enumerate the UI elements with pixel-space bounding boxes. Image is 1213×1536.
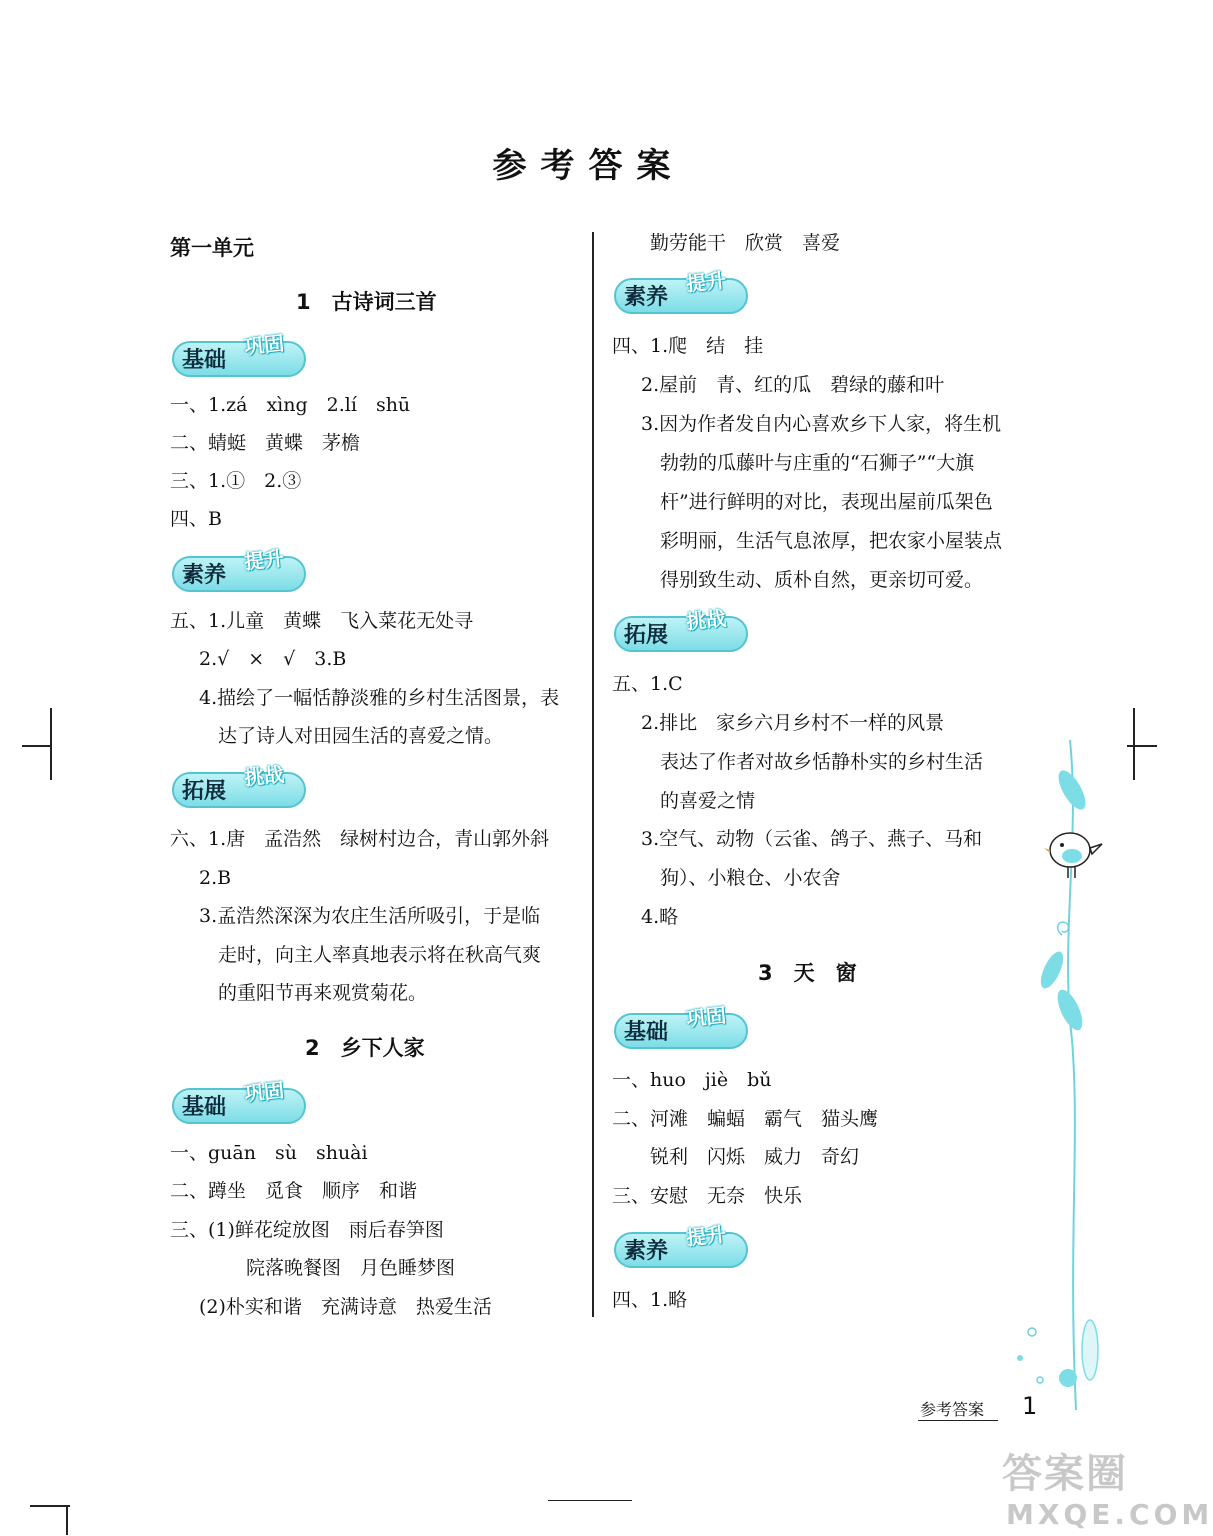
answer-line: 二、河滩 蝙蝠 霸气 猫头鹰 bbox=[612, 1108, 879, 1130]
answer-line: 锐利 闪烁 威力 奇幻 bbox=[612, 1146, 860, 1168]
badge-suyang-1 bbox=[172, 545, 312, 594]
answer-line: 彩明丽，生活气息浓厚，把农家小屋装点 bbox=[622, 530, 1003, 552]
answer-line: 4.描绘了一幅恬静淡雅的乡村生活图景，表 bbox=[180, 687, 560, 709]
badge-accent-text: 提升 bbox=[243, 545, 286, 575]
unit-heading: 第一单元 bbox=[170, 236, 254, 260]
badge-tuozhan-1 bbox=[172, 761, 312, 810]
badge-tuozhan-2 bbox=[614, 605, 754, 654]
badge-accent-text: 提升 bbox=[685, 1221, 728, 1251]
crop-mark-right-h bbox=[1127, 745, 1157, 747]
answer-line: 四、B bbox=[170, 508, 222, 530]
badge-main-text: 素养 bbox=[624, 285, 669, 310]
answer-line: 走时，向主人率真地表示将在秋高气爽 bbox=[180, 944, 542, 966]
answer-line: 二、蹲坐 觅食 顺序 和谐 bbox=[170, 1180, 418, 1202]
answer-line: 五、1.C bbox=[612, 673, 683, 695]
badge-accent-text: 巩固 bbox=[685, 1002, 728, 1032]
badge-accent-text: 巩固 bbox=[243, 1077, 286, 1107]
answer-line: 五、1.儿童 黄蝶 飞入菜花无处寻 bbox=[170, 610, 474, 632]
answer-line: 杆”进行鲜明的对比，表现出屋前瓜架色 bbox=[622, 491, 993, 513]
badge-suyang-3 bbox=[614, 1221, 754, 1270]
badge-accent-text: 挑战 bbox=[243, 761, 286, 791]
badge-jichu-1 bbox=[172, 330, 312, 379]
answer-line: 的重阳节再来观赏菊花。 bbox=[180, 982, 428, 1004]
answer-line: 狗）、小粮仓、小农舍 bbox=[622, 867, 841, 889]
crop-mark-bottom-center bbox=[548, 1500, 632, 1501]
answer-line: 达了诗人对田园生活的喜爱之情。 bbox=[180, 725, 504, 747]
answer-line: 三、1.① 2.③ bbox=[170, 470, 302, 492]
answer-line: 一、guān sù shuài bbox=[170, 1142, 368, 1164]
answer-line: 2.√ × √ 3.B bbox=[180, 648, 347, 670]
answer-line: (2)朴实和谐 充满诗意 热爱生活 bbox=[180, 1296, 492, 1318]
answer-line: 2.屋前 青、红的瓜 碧绿的藤和叶 bbox=[622, 374, 945, 396]
crop-mark-bl-v bbox=[66, 1505, 68, 1535]
lesson-heading-1: 1 古诗词三首 bbox=[296, 290, 437, 314]
answer-line: 一、1.zá xìng 2.lí shū bbox=[170, 394, 411, 416]
answer-line: 六、1.唐 孟浩然 绿树村边合，青山郭外斜 bbox=[170, 828, 550, 850]
badge-accent-text: 巩固 bbox=[243, 330, 286, 360]
lesson-heading-2: 2 乡下人家 bbox=[305, 1036, 425, 1060]
badge-main-text: 基础 bbox=[182, 348, 227, 373]
answer-line: 3.孟浩然深深为农庄生活所吸引，于是临 bbox=[180, 905, 541, 927]
answer-line: 二、蜻蜓 黄蝶 茅檐 bbox=[170, 432, 361, 454]
badge-main-text: 拓展 bbox=[624, 623, 669, 648]
crop-mark-left-h bbox=[22, 745, 52, 747]
answer-line: 四、1.爬 结 挂 bbox=[612, 335, 764, 357]
badge-main-text: 素养 bbox=[624, 1239, 669, 1264]
column-divider bbox=[592, 232, 594, 1317]
answer-line: 勃勃的瓜藤叶与庄重的“石狮子”“大旗 bbox=[622, 452, 975, 474]
answer-line: 2.B bbox=[180, 867, 232, 889]
answer-line: 一、huo jiè bǔ bbox=[612, 1069, 772, 1091]
answer-line: 2.排比 家乡六月乡村不一样的风景 bbox=[622, 712, 945, 734]
watermark-logo: 答案圈 bbox=[1002, 1451, 1128, 1497]
page-number: 1 bbox=[1022, 1392, 1038, 1420]
badge-main-text: 基础 bbox=[624, 1020, 669, 1045]
page-title: 参考答案 bbox=[492, 146, 685, 186]
answer-line: 三、(1)鲜花绽放图 雨后春笋图 bbox=[170, 1219, 444, 1241]
vine-bird-decoration bbox=[1010, 720, 1120, 1430]
watermark-url: MXQE.COM bbox=[1006, 1498, 1213, 1531]
crop-mark-bl-h bbox=[30, 1505, 70, 1507]
answer-line: 三、安慰 无奈 快乐 bbox=[612, 1185, 803, 1207]
lesson-heading-3: 3 天 窗 bbox=[758, 961, 857, 985]
badge-accent-text: 挑战 bbox=[685, 605, 728, 635]
badge-main-text: 拓展 bbox=[182, 779, 227, 804]
answer-line: 四、1.略 bbox=[612, 1289, 688, 1311]
answer-line: 表达了作者对故乡恬静朴实的乡村生活 bbox=[622, 751, 984, 773]
answer-line: 的喜爱之情 bbox=[622, 790, 756, 812]
crop-mark-right-v bbox=[1133, 708, 1135, 780]
answer-line: 勤劳能干 欣赏 喜爱 bbox=[612, 232, 841, 254]
badge-jichu-2 bbox=[172, 1077, 312, 1126]
badge-suyang-2 bbox=[614, 267, 754, 316]
footer-label: 参考答案 bbox=[920, 1400, 985, 1419]
crop-mark-left-v bbox=[50, 708, 52, 780]
answer-line: 得别致生动、质朴自然，更亲切可爱。 bbox=[622, 569, 984, 591]
answer-line: 院落晚餐图 月色睡梦图 bbox=[170, 1257, 456, 1279]
badge-accent-text: 提升 bbox=[685, 267, 728, 297]
badge-main-text: 素养 bbox=[182, 563, 227, 588]
answer-line: 4.略 bbox=[622, 906, 679, 928]
answer-line: 3.空气、动物（云雀、鸽子、燕子、马和 bbox=[622, 828, 983, 850]
answer-line: 3.因为作者发自内心喜欢乡下人家，将生机 bbox=[622, 413, 1002, 435]
footer-underline bbox=[918, 1420, 998, 1421]
badge-jichu-3 bbox=[614, 1002, 754, 1051]
badge-main-text: 基础 bbox=[182, 1095, 227, 1120]
